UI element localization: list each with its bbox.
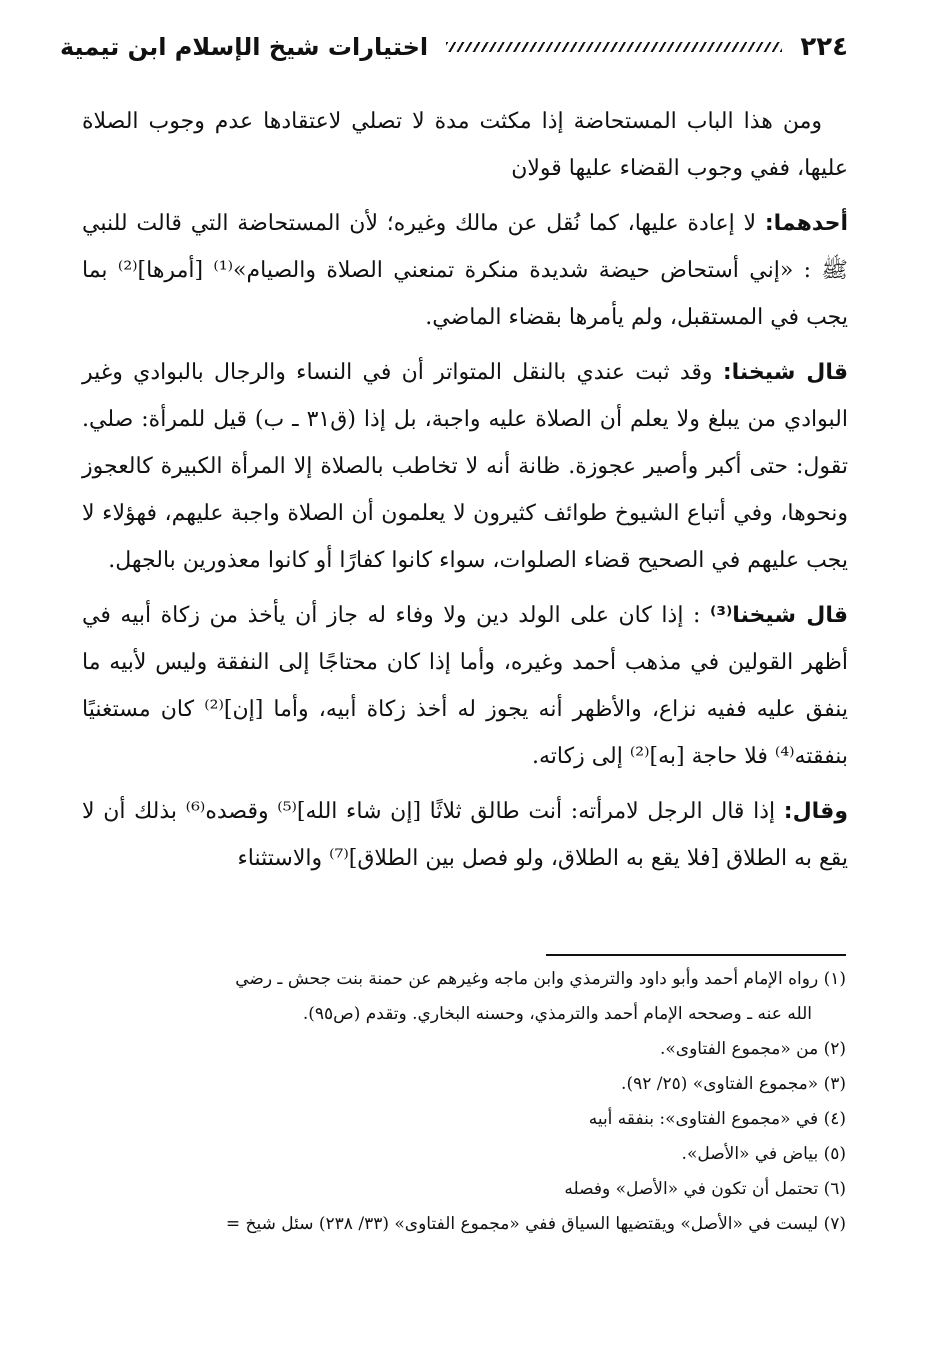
footnote-separator [546,954,846,956]
paragraph-4 [82,592,848,780]
header-decorative-rule [446,42,782,52]
footnote-4: (٤) في «مجموع الفتاوى»: بنفقه أبيه [588,1109,846,1129]
footnote-1-continued: الله عنه ـ وصححه الإمام أحمد والترمذي، وحسنه البخاري. وتقدم (ص٩٥). [302,1004,812,1024]
paragraph-text: وقد ثبت عندي بالنقل المتواتر أن في النساء والرجال بالبوادي وغير البوادي من يبلغ ولا يعلم أن الصلاة عليه واجبة، بل إذا (ق٣١ ـ ب) قيل للمرأة: صلي. تقول: حتى أكبر وأصير عجوزة. ظانة أنه لا تخاطب بالصلاة إلا المرأة الكبيرة كالعجوز ونحوها، وفي أتباع الشيوخ طوائف كثيرون لا يعلمون أن الصلاة واجبة عليهم، فهؤلاء لا يجب عليهم في الصحيح قضاء الصلوات، سواء كانوا كفارًا أو كانوا معذورين بالجهل. [82,360,848,573]
paragraph-2 [82,200,848,341]
footnote-3: (٣) «مجموع الفتاوى» (٢٥/ ٩٢). [621,1074,846,1094]
footnote-7: (٧) ليست في «الأصل» ويقتضيها السياق ففي «مجموع الفتاوى» (٣٣/ ٢٣٨) سئل شيخ = [225,1214,846,1234]
paragraph-text: لا إعادة عليها، كما نُقل عن مالك وغيره؛ لأن المستحاضة التي قالت للنبي ﷺ : «إني أستحاض حيضة شديدة منكرة تمنعني الصلاة والصيام»⁽¹⁾ [أمرها]⁽²⁾ بما يجب في المستقبل، ولم يأمرها بقضاء الماضي. [82,211,848,330]
paragraph-lead: أحدهما: [764,211,848,236]
running-header [60,22,848,72]
paragraph-lead: قال شيخنا⁽³⁾ [709,603,848,628]
book-title: اختيارات شيخ الإسلام ابن تيمية [60,33,429,61]
footnote-1: (١) رواه الإمام أحمد وأبو داود والترمذي وابن ماجه وغيرهم عن حمنة بنت جحش ـ رضي [235,969,846,989]
paragraph-lead: قال شيخنا: [722,360,848,385]
footnote-2: (٢) من «مجموع الفتاوى». [659,1039,846,1059]
paragraph-1: ومن هذا الباب المستحاضة إذا مكثت مدة لا تصلي لاعتقادها عدم وجوب الصلاة عليها، ففي وجوب القضاء عليها قولان [82,109,848,181]
footnote-6: (٦) تحتمل أن تكون في «الأصل» وفصله [564,1179,846,1199]
paragraph-lead: وقال: [783,799,848,824]
page-number: ٢٢٤ [800,32,848,62]
footnotes [82,962,846,1242]
paragraph-5 [82,788,848,882]
main-text [82,98,848,890]
paragraph-text: : إذا كان على الولد دين ولا وفاء له جاز أن يأخذ من زكاة أبيه في أظهر القولين في مذهب أحمد وغيره، وأما إذا كان محتاجًا إلى النفقة وليس لأبيه ما ينفق عليه ففيه نزاع، والأظهر أنه يجوز له أخذ زكاة أبيه، وأما [إن]⁽²⁾ كان مستغنيًا بنفقته⁽⁴⁾ فلا حاجة [به]⁽²⁾ إلى زكاته. [82,603,848,769]
footnote-5: (٥) بياض في «الأصل». [681,1144,846,1164]
paragraph-3 [82,349,848,584]
paragraph-text: إذا قال الرجل لامرأته: أنت طالق ثلاثًا [إن شاء الله]⁽⁵⁾ وقصده⁽⁶⁾ بذلك أن لا يقع به الطلاق [فلا يقع به الطلاق، ولو فصل بين الطلاق]⁽⁷⁾ والاستثناء [82,799,848,871]
